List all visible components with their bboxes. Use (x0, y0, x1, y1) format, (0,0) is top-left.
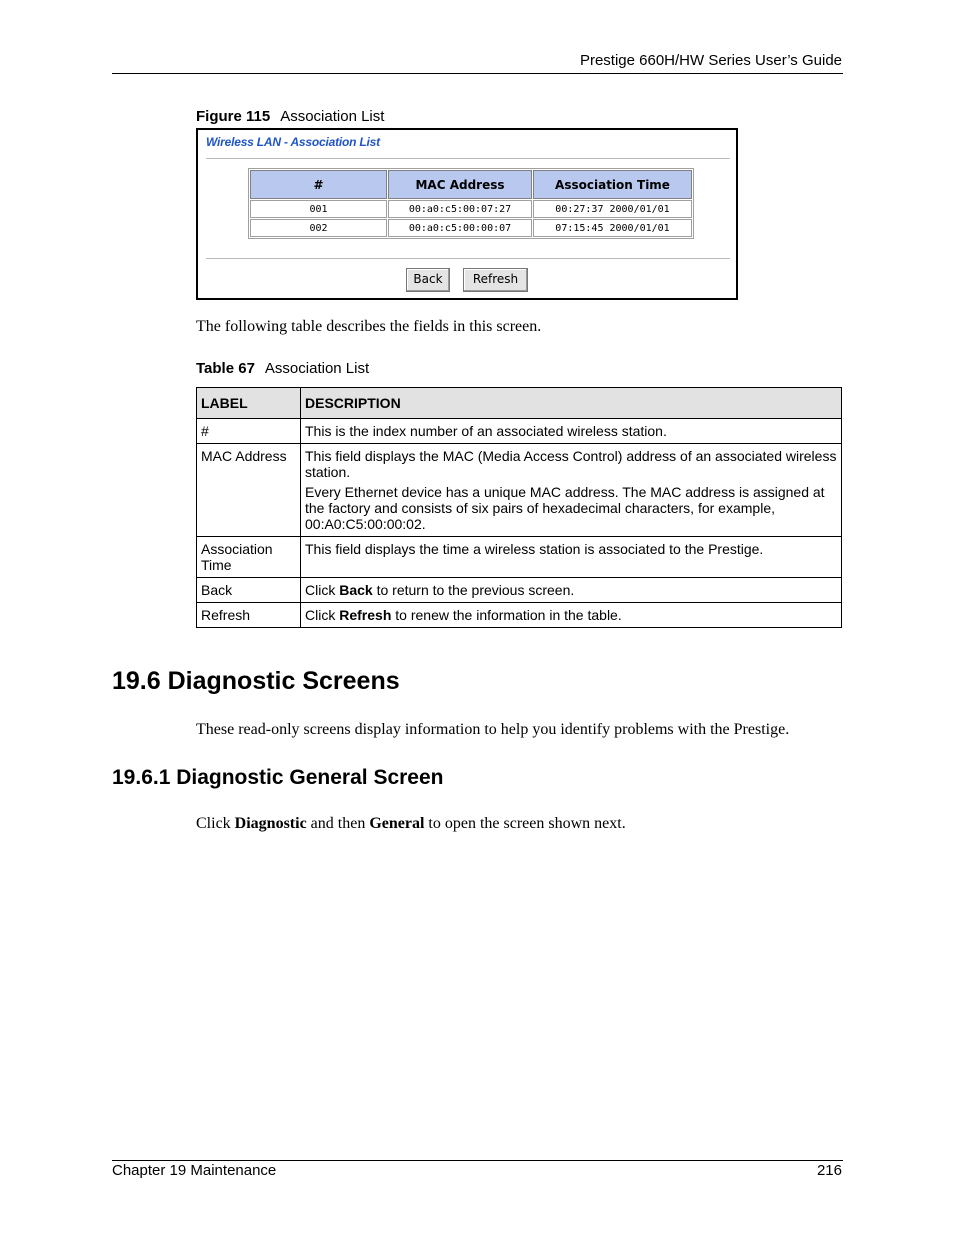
row-label: Back (197, 578, 301, 603)
cell-time: 07:15:45 2000/01/01 (533, 219, 692, 237)
row-label: Refresh (197, 603, 301, 628)
footer-chapter: Chapter 19 Maintenance (112, 1162, 277, 1179)
column-header-mac: MAC Address (388, 170, 532, 199)
running-header: Prestige 660H/HW Series User’s Guide (579, 52, 842, 69)
association-table (248, 168, 694, 239)
table-row (197, 603, 842, 628)
row-description: This field displays the time a wireless station is associated to the Prestige. (301, 537, 842, 578)
paragraph-bold: Diagnostic (234, 815, 307, 832)
column-header-time: Association Time (533, 170, 692, 199)
description-paragraph: Every Ethernet device has a unique MAC address. The MAC address is assigned at the factory and consists of six pairs of hexadecimal characters, for example, 00:A0:C5:00:00:02. (305, 484, 825, 532)
section-heading: 19.6 Diagnostic Screens (112, 667, 400, 695)
section-paragraph: These read-only screens display information to help you identify problems with the Prestige. (196, 721, 790, 738)
back-button[interactable]: Back (406, 268, 450, 292)
description-text: to renew the information in the table. (391, 607, 622, 623)
table-caption (196, 360, 369, 377)
row-label: # (197, 419, 301, 444)
cell-index: 002 (250, 219, 387, 237)
footer-rule (112, 1160, 843, 1161)
description-paragraph: This field displays the MAC (Media Access Control) address of an associated wireless station. (305, 448, 837, 480)
row-description (301, 578, 842, 603)
description-bold: Refresh (339, 607, 392, 623)
table-number: Table 67 (196, 360, 255, 377)
cell-time: 00:27:37 2000/01/01 (533, 200, 692, 218)
association-table-header (250, 170, 692, 199)
row-description (301, 444, 842, 537)
row-description: This is the index number of an associated wireless station. (301, 419, 842, 444)
description-column-header: DESCRIPTION (301, 388, 842, 419)
row-label: MAC Address (197, 444, 301, 537)
paragraph-text: and then (306, 815, 370, 832)
description-table (196, 387, 842, 628)
refresh-button[interactable]: Refresh (463, 268, 528, 292)
description-text: to return to the previous screen. (372, 582, 575, 598)
table-row (197, 444, 842, 537)
cell-mac: 00:a0:c5:00:00:07 (388, 219, 532, 237)
figure-number: Figure 115 (196, 108, 271, 125)
cell-mac: 00:a0:c5:00:07:27 (388, 200, 532, 218)
table-row (197, 578, 842, 603)
row-description (301, 603, 842, 628)
table-row (250, 219, 692, 237)
table-row (250, 200, 692, 218)
table-row (197, 419, 842, 444)
figure-caption (196, 108, 384, 125)
screen-title: Wireless LAN - Association List (206, 135, 380, 149)
intro-paragraph: The following table describes the fields in this screen. (196, 318, 542, 335)
cell-index: 001 (250, 200, 387, 218)
paragraph-text: Click (196, 815, 235, 832)
screen-divider-top (206, 158, 730, 159)
figure-title: Association List (280, 108, 385, 125)
subsection-paragraph (196, 815, 626, 833)
association-list-screenshot (196, 128, 738, 300)
description-bold: Back (339, 582, 373, 598)
description-text: Click (305, 607, 340, 623)
header-rule (112, 73, 843, 74)
table-title: Association List (264, 360, 370, 377)
label-column-header: LABEL (197, 388, 301, 419)
subsection-heading: 19.6.1 Diagnostic General Screen (112, 766, 444, 789)
description-table-header (197, 388, 842, 419)
column-header-index: # (250, 170, 387, 199)
page-number: 216 (816, 1162, 842, 1179)
paragraph-bold: General (369, 815, 425, 832)
screen-divider-bottom (206, 258, 730, 259)
row-label: Association Time (197, 537, 301, 578)
paragraph-text: to open the screen shown next. (424, 815, 626, 832)
description-text: Click (305, 582, 340, 598)
table-row (197, 537, 842, 578)
